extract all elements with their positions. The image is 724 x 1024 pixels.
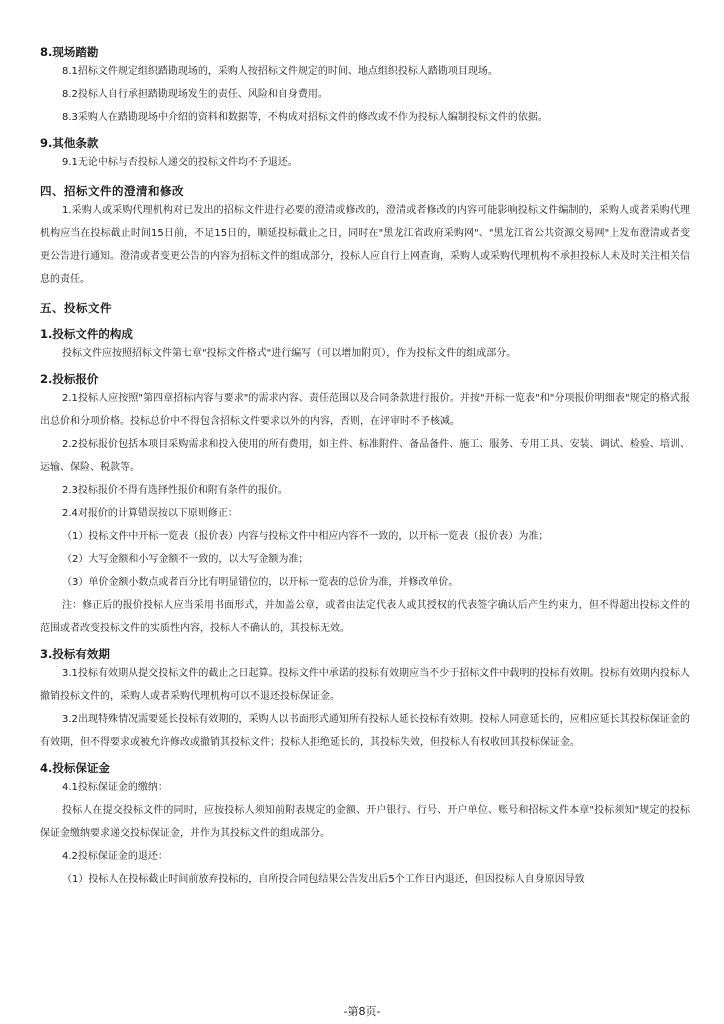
paragraph-8-1: 8.1招标文件规定组织踏勘现场的，采购人按招标文件规定的时间、地点组织投标人踏勘项目现场。 [62,66,498,77]
heading-chapter-4: 四、招标文件的澄清和修改 [40,184,184,198]
paragraph-note: 注：修正后的报价投标人应当采用书面形式，并加盖公章，或者由法定代表人或其授权的代表签字确认后产生约束力，但不得超出投标文件的范围或者改变投标文件的实质性内容，投标人不确认的，其投标无效。 [40,600,690,634]
paragraph-refund-1: （1）投标人在投标截止时间前放弃投标的，自所投合同包结果公告发出后5个工作日内退还，但因投标人自身原因导致 [62,874,585,885]
paragraph-2-3: 2.3投标报价不得有选择性报价和附有条件的报价。 [62,485,288,496]
paragraph-3-1: 3.1投标有效期从提交投标文件的截止之日起算。投标文件中承诺的投标有效期应当不少于招标文件中载明的投标有效期。投标有效期内投标人撤销投标文件的，采购人或者采购代理机构可以不退还投标保证金。 [40,668,690,702]
paragraph-8-2: 8.2投标人自行承担踏勘现场发生的责任、风险和自身费用。 [62,89,328,100]
paragraph-2-2: 2.2投标报价包括本项目采购需求和投入使用的所有费用，如主件、标准附件、备品备件、施工、服务、专用工具、安装、调试、检验、培训、运输、保险、税款等。 [40,439,690,473]
heading-bid-bond: 4.投标保证金 [40,761,110,775]
paragraph-clarification: 1.采购人或采购代理机构对已发出的招标文件进行必要的澄清或修改的，澄清或者修改的内容可能影响投标文件编制的，采购人或者采购代理机构应当在投标截止时间15日前，不足15日的，顺延投标截止之日，同时在"黑龙江省政府采购网"、"黑龙江省公共资源交易网"上发布澄清或者变更公告进行通知。澄清或者变更公告的内容为招标文件的组成部分，投标人应自行上网查询，采购人或采购代理机构不承担投标人未及时关注相关信息的责任。 [40,205,690,285]
paragraph-4-2: 4.2投标保证金的退还： [62,851,168,862]
paragraph-correction-1: （1）投标文件中开标一览表（报价表）内容与投标文件中相应内容不一致的，以开标一览表（报价表）为准； [62,531,549,542]
heading-other-terms: 9.其他条款 [40,136,99,150]
paragraph-4-1: 4.1投标保证金的缴纳： [62,782,168,793]
paragraph-correction-2: （2）大写金额和小写金额不一致的，以大写金额为准； [62,554,309,565]
paragraph-3-2: 3.2出现特殊情况需要延长投标有效期的，采购人以书面形式通知所有投标人延长投标有效期。投标人同意延长的，应相应延长其投标保证金的有效期，但不得要求或被允许修改或撤销其投标文件；投标人拒绝延长的，其投标失效，但投标人有权收回其投标保证金。 [40,714,690,748]
paragraph-bid-composition: 投标文件应按照招标文件第七章"投标文件格式"进行编写（可以增加附页），作为投标文件的组成部分。 [62,348,517,359]
heading-validity-period: 3.投标有效期 [40,647,110,661]
paragraph-2-4: 2.4对报价的计算错误按以下原则修正： [62,508,238,519]
page-number: -第8页- [343,1005,381,1018]
paragraph-correction-3: （3）单价金额小数点或者百分比有明显错位的，以开标一览表的总价为准，并修改单价。 [62,577,459,588]
paragraph-2-1: 2.1投标人应按照"第四章招标内容与要求"的需求内容、责任范围以及合同条款进行报价。并按"开标一览表"和"分项报价明细表"规定的格式报出总价和分项价格。投标总价中不得包含招标文件要求以外的内容，否则，在评审时不予核减。 [40,393,690,427]
heading-bid-price: 2.投标报价 [40,372,99,386]
heading-site-survey: 8.现场踏勘 [40,45,99,59]
paragraph-bond-payment: 投标人在提交投标文件的同时，应按投标人须知前附表规定的金额、开户银行、行号、开户单位、账号和招标文件本章"投标须知"规定的投标保证金缴纳要求递交投标保证金，并作为其投标文件的组成部分。 [40,805,690,839]
heading-bid-composition: 1.投标文件的构成 [40,327,133,341]
heading-chapter-5: 五、投标文件 [40,301,112,315]
page-content [40,40,690,891]
paragraph-8-3: 8.3采购人在踏勘现场中介绍的资料和数据等，不构成对招标文件的修改或不作为投标人编制投标文件的依据。 [62,112,548,123]
paragraph-9-1: 9.1无论中标与否投标人递交的投标文件均不予退还。 [62,157,298,168]
